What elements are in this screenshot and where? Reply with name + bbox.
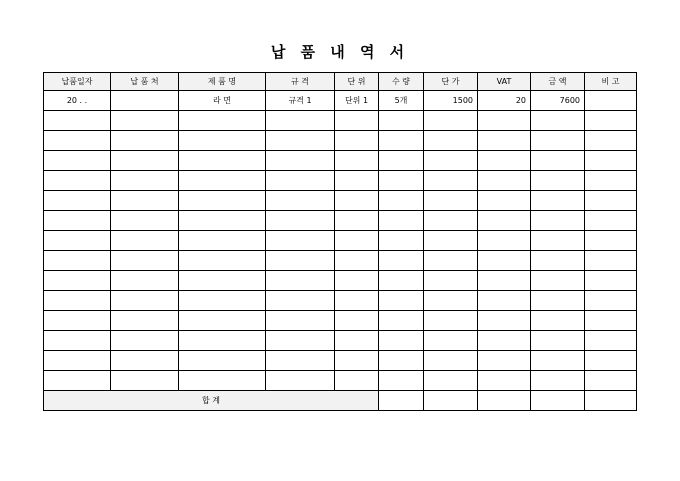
table-cell[interactable] bbox=[585, 271, 637, 291]
table-cell[interactable] bbox=[266, 351, 335, 371]
col-header-recipient: 납 품 처 bbox=[111, 73, 179, 91]
table-cell[interactable] bbox=[531, 111, 585, 131]
table-cell[interactable] bbox=[531, 251, 585, 271]
table-cell[interactable] bbox=[179, 211, 266, 231]
table-cell[interactable] bbox=[379, 251, 424, 271]
table-cell[interactable] bbox=[424, 171, 478, 191]
document-title: 납 품 내 역 서 bbox=[270, 43, 410, 61]
table-cell[interactable] bbox=[44, 171, 111, 191]
table-cell[interactable] bbox=[266, 151, 335, 171]
table-cell[interactable] bbox=[266, 231, 335, 251]
table-cell[interactable] bbox=[111, 151, 179, 171]
table-cell[interactable] bbox=[379, 351, 424, 371]
table-cell[interactable] bbox=[335, 111, 379, 131]
table-cell[interactable] bbox=[335, 131, 379, 151]
table-cell[interactable] bbox=[335, 331, 379, 351]
table-row bbox=[44, 331, 637, 351]
total-unit-price-cell[interactable] bbox=[424, 391, 478, 411]
table-cell[interactable] bbox=[424, 311, 478, 331]
cell-amount[interactable]: 7600 bbox=[531, 91, 585, 111]
table-cell[interactable] bbox=[478, 151, 531, 171]
table-cell[interactable] bbox=[424, 331, 478, 351]
table-row bbox=[44, 151, 637, 171]
table-cell[interactable] bbox=[111, 291, 179, 311]
table-cell[interactable] bbox=[44, 191, 111, 211]
table-cell[interactable] bbox=[478, 191, 531, 211]
table-cell[interactable] bbox=[44, 311, 111, 331]
table-cell[interactable] bbox=[478, 231, 531, 251]
table-cell[interactable] bbox=[379, 211, 424, 231]
table-cell[interactable] bbox=[111, 171, 179, 191]
table-cell[interactable] bbox=[585, 311, 637, 331]
table-cell[interactable] bbox=[478, 111, 531, 131]
table-cell[interactable] bbox=[44, 231, 111, 251]
table-cell[interactable] bbox=[335, 231, 379, 251]
table-cell[interactable] bbox=[478, 131, 531, 151]
table-cell[interactable] bbox=[531, 271, 585, 291]
table-cell[interactable] bbox=[111, 331, 179, 351]
table-cell[interactable] bbox=[478, 171, 531, 191]
table-cell[interactable] bbox=[531, 371, 585, 391]
table-cell[interactable] bbox=[335, 271, 379, 291]
table-cell[interactable] bbox=[478, 351, 531, 371]
table-cell[interactable] bbox=[111, 191, 179, 211]
table-cell[interactable] bbox=[379, 191, 424, 211]
table-row bbox=[44, 251, 637, 271]
table-cell[interactable] bbox=[179, 291, 266, 311]
table-cell[interactable] bbox=[179, 311, 266, 331]
table-cell[interactable] bbox=[379, 151, 424, 171]
table-cell[interactable] bbox=[424, 191, 478, 211]
table-cell[interactable] bbox=[179, 151, 266, 171]
table-cell[interactable] bbox=[179, 191, 266, 211]
table-cell[interactable] bbox=[335, 291, 379, 311]
table-cell[interactable] bbox=[379, 371, 424, 391]
table-cell[interactable] bbox=[424, 131, 478, 151]
table-cell[interactable] bbox=[585, 131, 637, 151]
table-cell[interactable] bbox=[585, 351, 637, 371]
cell-delivery-date[interactable]: 20 . . bbox=[44, 91, 111, 111]
table-cell[interactable] bbox=[111, 211, 179, 231]
table-row bbox=[44, 291, 637, 311]
table-cell[interactable] bbox=[585, 211, 637, 231]
cell-unit[interactable]: 단위 1 bbox=[335, 91, 379, 111]
col-header-product-name: 제 품 명 bbox=[179, 73, 266, 91]
table-cell[interactable] bbox=[179, 131, 266, 151]
table-cell[interactable] bbox=[266, 111, 335, 131]
table-cell[interactable] bbox=[179, 351, 266, 371]
table-cell[interactable] bbox=[266, 331, 335, 351]
table-cell[interactable] bbox=[335, 311, 379, 331]
table-cell[interactable] bbox=[44, 271, 111, 291]
table-cell[interactable] bbox=[335, 211, 379, 231]
total-amount-cell[interactable] bbox=[531, 391, 585, 411]
header-row bbox=[44, 73, 637, 91]
table-row bbox=[44, 91, 637, 111]
table-cell[interactable] bbox=[585, 291, 637, 311]
table-cell[interactable] bbox=[585, 371, 637, 391]
table-cell[interactable] bbox=[531, 171, 585, 191]
table-cell[interactable] bbox=[111, 251, 179, 271]
table-cell[interactable] bbox=[531, 211, 585, 231]
table-cell[interactable] bbox=[111, 231, 179, 251]
cell-recipient[interactable] bbox=[111, 91, 179, 111]
cell-remarks[interactable] bbox=[585, 91, 637, 111]
table-cell[interactable] bbox=[424, 271, 478, 291]
total-quantity-cell[interactable] bbox=[379, 391, 424, 411]
table-cell[interactable] bbox=[585, 151, 637, 171]
table-cell[interactable] bbox=[266, 291, 335, 311]
table-row bbox=[44, 271, 637, 291]
table-cell[interactable] bbox=[379, 291, 424, 311]
table-row bbox=[44, 171, 637, 191]
table-cell[interactable] bbox=[424, 151, 478, 171]
table-cell[interactable] bbox=[478, 251, 531, 271]
table-row bbox=[44, 211, 637, 231]
table-cell[interactable] bbox=[44, 291, 111, 311]
table-cell[interactable] bbox=[585, 331, 637, 351]
table-row bbox=[44, 231, 637, 251]
col-header-quantity: 수 량 bbox=[379, 73, 424, 91]
table-cell[interactable] bbox=[379, 331, 424, 351]
col-header-amount: 금 액 bbox=[531, 73, 585, 91]
table-row bbox=[44, 191, 637, 211]
table-cell[interactable] bbox=[266, 271, 335, 291]
table-cell[interactable] bbox=[335, 151, 379, 171]
table-cell[interactable] bbox=[585, 111, 637, 131]
table-cell[interactable] bbox=[44, 151, 111, 171]
table-row bbox=[44, 111, 637, 131]
table-cell[interactable] bbox=[266, 131, 335, 151]
table-cell[interactable] bbox=[585, 251, 637, 271]
table-cell[interactable] bbox=[111, 111, 179, 131]
table-cell[interactable] bbox=[111, 351, 179, 371]
total-vat-cell[interactable] bbox=[478, 391, 531, 411]
table-row bbox=[44, 311, 637, 331]
table-cell[interactable] bbox=[478, 271, 531, 291]
table-cell[interactable] bbox=[44, 371, 111, 391]
table-row bbox=[44, 351, 637, 371]
table-cell[interactable] bbox=[44, 111, 111, 131]
table-cell[interactable] bbox=[585, 231, 637, 251]
table-cell[interactable] bbox=[44, 131, 111, 151]
table-cell[interactable] bbox=[379, 131, 424, 151]
delivery-table bbox=[43, 72, 637, 411]
table-cell[interactable] bbox=[179, 171, 266, 191]
table-cell[interactable] bbox=[179, 371, 266, 391]
col-header-unit-price: 단 가 bbox=[424, 73, 478, 91]
table-cell[interactable] bbox=[335, 371, 379, 391]
table-cell[interactable] bbox=[44, 351, 111, 371]
table-cell[interactable] bbox=[111, 271, 179, 291]
table-cell[interactable] bbox=[424, 251, 478, 271]
table-cell[interactable] bbox=[531, 191, 585, 211]
col-header-unit: 단 위 bbox=[335, 73, 379, 91]
table-cell[interactable] bbox=[379, 111, 424, 131]
table-cell[interactable] bbox=[531, 291, 585, 311]
table-cell[interactable] bbox=[335, 191, 379, 211]
table-cell[interactable] bbox=[424, 371, 478, 391]
table-cell[interactable] bbox=[478, 371, 531, 391]
table-cell[interactable] bbox=[179, 331, 266, 351]
table-cell[interactable] bbox=[44, 251, 111, 271]
col-header-delivery-date: 납품일자 bbox=[44, 73, 111, 91]
table-cell[interactable] bbox=[266, 171, 335, 191]
table-cell[interactable] bbox=[179, 251, 266, 271]
table-row bbox=[44, 371, 637, 391]
col-header-spec: 규 격 bbox=[266, 73, 335, 91]
total-remarks-cell[interactable] bbox=[585, 391, 637, 411]
table-cell[interactable] bbox=[478, 311, 531, 331]
table-cell[interactable] bbox=[585, 171, 637, 191]
table-cell[interactable] bbox=[379, 271, 424, 291]
table-cell[interactable] bbox=[111, 371, 179, 391]
table-cell[interactable] bbox=[111, 311, 179, 331]
table-cell[interactable] bbox=[266, 191, 335, 211]
table-cell[interactable] bbox=[424, 231, 478, 251]
table-cell[interactable] bbox=[266, 371, 335, 391]
table-cell[interactable] bbox=[335, 251, 379, 271]
table-cell[interactable] bbox=[179, 231, 266, 251]
table-cell[interactable] bbox=[179, 111, 266, 131]
total-label: 합 계 bbox=[44, 391, 379, 411]
cell-unit-price[interactable]: 1500 bbox=[424, 91, 478, 111]
table-cell[interactable] bbox=[266, 211, 335, 231]
col-header-vat: VAT bbox=[478, 73, 531, 91]
cell-product-name[interactable]: 라 면 bbox=[179, 91, 266, 111]
cell-vat[interactable]: 20 bbox=[478, 91, 531, 111]
table-row bbox=[44, 131, 637, 151]
table-cell[interactable] bbox=[531, 131, 585, 151]
cell-spec[interactable]: 규격 1 bbox=[266, 91, 335, 111]
table-cell[interactable] bbox=[266, 311, 335, 331]
table-cell[interactable] bbox=[531, 151, 585, 171]
table-cell[interactable] bbox=[379, 171, 424, 191]
table-cell[interactable] bbox=[379, 311, 424, 331]
table-cell[interactable] bbox=[266, 251, 335, 271]
table-cell[interactable] bbox=[179, 271, 266, 291]
total-row bbox=[44, 391, 637, 411]
table-cell[interactable] bbox=[478, 211, 531, 231]
table-cell[interactable] bbox=[424, 111, 478, 131]
table-cell[interactable] bbox=[531, 331, 585, 351]
table-cell[interactable] bbox=[44, 331, 111, 351]
table-cell[interactable] bbox=[424, 291, 478, 311]
table-cell[interactable] bbox=[585, 191, 637, 211]
table-cell[interactable] bbox=[531, 231, 585, 251]
table-cell[interactable] bbox=[335, 171, 379, 191]
table-cell[interactable] bbox=[531, 351, 585, 371]
table-cell[interactable] bbox=[111, 131, 179, 151]
table-cell[interactable] bbox=[335, 351, 379, 371]
table-cell[interactable] bbox=[478, 291, 531, 311]
table-cell[interactable] bbox=[379, 231, 424, 251]
table-cell[interactable] bbox=[531, 311, 585, 331]
col-header-remarks: 비 고 bbox=[585, 73, 637, 91]
table-cell[interactable] bbox=[424, 211, 478, 231]
table-cell[interactable] bbox=[478, 331, 531, 351]
table-cell[interactable] bbox=[44, 211, 111, 231]
cell-quantity[interactable]: 5개 bbox=[379, 91, 424, 111]
table-cell[interactable] bbox=[424, 351, 478, 371]
